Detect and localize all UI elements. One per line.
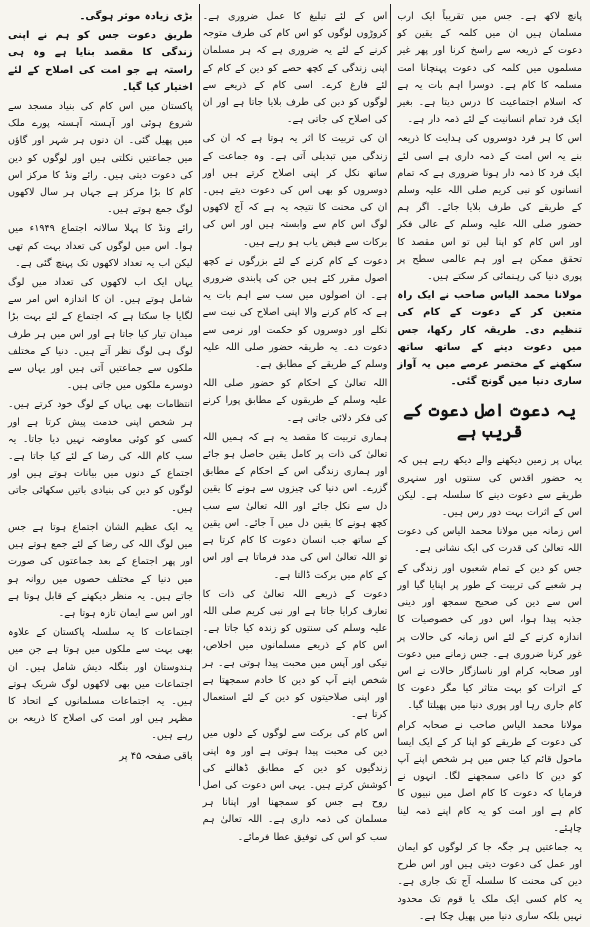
column-divider — [199, 4, 200, 786]
article-paragraph: دعوت کے کام کرنے کے لئے بزرگوں نے کچھ اصول مقرر کئے ہیں جن کی پابندی ضروری ہے۔ ان اصولوں میں سب سے اہم بات یہ ہے کہ کام کرنے والا اپنی اصلاح کی نیت سے نکلے اور دوسروں کو حکمت اور نرمی سے دعوت دے۔ یہ طریقہ حضور صلی اللہ علیہ وسلم کے طریقے کے مطابق ہے۔ — [202, 255, 388, 371]
article-paragraph: جس کو دین کے تمام شعبوں اور زندگی کے ہر شعبے کی تربیت کے طور پر اپنایا گیا اور اس سے دین کی صحیح سمجھ اور دینی جذبہ پیدا ہوا، اس دور کی خصوصیات کا اندازہ کرنے کے لئے اس زمانہ کی حالات پر غور کرنا ضروری ہے۔ جس زمانے میں دعوت اور صحابہ کرام اور ناسازگار حالات نے اس کے اثرات کو بہت متاثر کیا مگر دعوت کا کام جاری رہا اور پوری دنیا میں پھیلتا گیا۔ — [397, 562, 582, 712]
article-paragraph: اللہ تعالیٰ کے احکام کو حضور صلی اللہ علیہ وسلم کے طریقوں کے مطابق پورا کرنے کی فکر دلائی جاتی ہے۔ — [202, 378, 388, 424]
column-right — [397, 6, 582, 927]
article-paragraph: طریق دعوت جس کو ہم نے اپنی زندگی کا مقصد بنایا ہے وہ ہی راستہ ہے جو امت کی اصلاح کے لئے اختیار کیا گیا۔ — [8, 30, 193, 93]
article-paragraph: یہاں ایک اب لاکھوں کی تعداد میں لوگ شامل ہوتے ہیں۔ ان کا اندازہ اس امر سے لگایا جا سکتا ہے کہ اجتماع کے لئے بہت بڑا میدان تیار کیا جاتا ہے اور اس میں ہر طرف لوگ ہی لوگ نظر آتے ہیں۔ دنیا کے مختلف ملکوں سے جماعتیں آتی ہیں اور یہاں سے دوسرے ملکوں میں جاتی ہیں۔ — [8, 277, 193, 392]
article-paragraph: انتظامات بھی یہاں کے لوگ خود کرتے ہیں۔ ہر شخص اپنی خدمت پیش کرتا ہے اور کسی کو کوئی معاوضہ نہیں دیا جاتا۔ یہ سب کام اللہ کی رضا کے لئے کیا جاتا ہے۔ اجتماع کے دنوں میں بیانات ہوتے ہیں اور لوگوں کو دین کی بنیادی باتیں سکھائی جاتی ہیں۔ — [8, 399, 193, 514]
article-paragraph: اس زمانہ میں مولانا محمد الیاس کی دعوت اللہ تعالیٰ کی قدرت کی ایک نشانی ہے۔ — [397, 526, 582, 555]
article-paragraph: اس کے لئے تبلیغ کا عمل ضروری ہے۔ کروڑوں لوگوں کو اس کام کی طرف متوجہ کرنے کے لئے یہ ضروری ہے کہ ہر مسلمان اپنی زندگی کے کچھ حصے کو دین کے کام کے لئے فارغ کرے۔ اسی کام کے ذریعے سے لوگوں کو دین کی طرف بلایا جاتا ہے اور ان کی اصلاح کی جاتی ہے۔ — [202, 11, 388, 126]
article-paragraph: اس کام کی برکت سے لوگوں کے دلوں میں دین کی محبت پیدا ہوتی ہے اور وہ اپنی زندگیوں کو دین کے مطابق ڈھالنے کی کوشش کرتے ہیں۔ یہی اس دعوت کی اصل روح ہے جس کو سمجھنا اور اپنانا ہر مسلمان کی ذمہ داری ہے۔ اللہ تعالیٰ ہم سب کو اس کی توفیق عطا فرمائے۔ — [202, 728, 388, 843]
article-paragraph: رائے ونڈ کا پہلا سالانہ اجتماع ۱۹۴۹ء میں ہوا۔ اس میں لوگوں کی تعداد بہت کم تھی لیکن اب یہ تعداد لاکھوں تک پہنچ گئی ہے۔ — [8, 223, 193, 269]
article-paragraph: پاکستان میں اس کام کی بنیاد مسجد سے شروع ہوئی اور آہستہ آہستہ پورے ملک میں پھیل گئی۔ ان دنوں ہر شہر اور گاؤں میں جماعتیں نکلتی ہیں اور لوگوں کو دین کی دعوت دیتی ہیں۔ رائے ونڈ کا مرکز اس کام کا بڑا مرکز ہے جہاں ہر سال لاکھوں لوگ جمع ہوتے ہیں۔ — [8, 101, 193, 216]
article-paragraph: دعوت کے ذریعے اللہ تعالیٰ کی ذات کا تعارف کرایا جاتا ہے اور نبی کریم صلی اللہ علیہ وسلم کی سنتوں کو زندہ کیا جاتا ہے۔ اس کام کے ذریعے مسلمانوں میں اخلاص، نیکی اور آپس میں محبت پیدا ہوتی ہے۔ ہر شخص اپنے آپ کو دین کا خادم سمجھتا ہے اور اپنی صلاحیتوں کو دین کے لئے استعمال کرتا ہے۔ — [202, 588, 388, 721]
column-divider — [390, 4, 391, 786]
article-paragraph: ان کی تربیت کا اثر یہ ہوتا ہے کہ ان کی زندگی میں تبدیلی آتی ہے۔ وہ جماعت کے ساتھ نکل کر اپنی اصلاح کرتے ہیں اور دوسروں کو بھی اس کی دعوت دیتے ہیں۔ ان کی محنت کا نتیجہ یہ ہے کہ آج لاکھوں لوگ اس کام سے وابستہ ہیں اور اس کی برکات سے فیض یاب ہو رہے ہیں۔ — [202, 133, 388, 248]
article-paragraph: ہماری تربیت کا مقصد یہ ہے کہ ہمیں اللہ تعالیٰ کی ذات پر کامل یقین حاصل ہو جائے اور ہماری زندگی اس کے احکام کے مطابق گزرے۔ اس دنیا کی چیزوں سے ہونے کا یقین دل سے نکل جائے اور اللہ تعالیٰ سے سب کچھ ہونے کا یقین دل میں آ جائے۔ اس یقین کے ساتھ جب انسان دعوت کا کام کرتا ہے تو اللہ تعالیٰ اس کی مدد فرماتا ہے اور اس کے کام میں برکت ڈالتا ہے۔ — [202, 431, 388, 581]
article-paragraph: اس کا ہر فرد دوسروں کی ہدایت کا ذریعہ بنے یہ اس امت کے ذمہ داری ہے اسی لئے ایک فرد کا ذمہ دار ہونا ضروری ہے کہ تمام انسانوں کو نبی کریم صلی اللہ علیہ وسلم کے طریقے کی طرف بلایا جائے۔ اگر ہم حضور صلی اللہ علیہ وسلم کے عالی فکر اور اس کام کو اپنا لیں تو اس مقصد کا تحقق ممکن ہے اور ہم عالمی سطح پر پوری دنیا کی رہنمائی کر سکتے ہیں۔ — [397, 133, 582, 283]
column-middle — [203, 6, 388, 927]
article-paragraph: مولانا محمد الیاس صاحب نے ایک راہ متعین کر کے دعوت کے کام کی تنظیم دی۔ طریقہ کار رکھا، جس میں دعوت دینے کے ساتھ ساتھ سکھنے کے مختصر عرصے میں یہ آواز ساری دنیا میں گونج گئی۔ — [397, 290, 582, 388]
article-paragraph: یہاں پر زمین دیکھنے والے دیکھ رہے ہیں کہ یہ حضور اقدس کی سنتوں اور سنہری طریقے سے دعوت دینے کا سلسلہ ہے۔ لیکن اس کے اثرات بہت دور رس ہیں۔ — [397, 455, 582, 519]
article-paragraph: بڑی زیادہ موثر ہوگی۔ — [79, 11, 193, 22]
column-left — [8, 6, 193, 927]
section-heading: یہ دعوت اصل دعوت کے قریب ہے — [403, 401, 577, 443]
article-paragraph: یہ ایک عظیم الشان اجتماع ہوتا ہے جس میں لوگ اللہ کی رضا کے لئے جمع ہوتے ہیں اور پھر اجتماع کے بعد جماعتوں کی صورت میں دنیا کے مختلف حصوں میں روانہ ہو جاتے ہیں۔ یہ منظر دیکھنے کے قابل ہوتا ہے اور اس سے ایمان تازہ ہوتا ہے۔ — [8, 521, 193, 619]
article-paragraph: مولانا محمد الیاس صاحب نے صحابہ کرام کی دعوت کے طریقے کو اپنا کر کے ایک ایسا ماحول قائم کیا جس میں ہر شخص اپنے آپ کو دین کا داعی سمجھنے لگا۔ انہوں نے فرمایا کہ دعوت کا کام اصل میں نبیوں کا کام ہے اور امت کو یہ کام اپنے ذمہ لینا چاہئے۔ — [397, 719, 582, 834]
article-paragraph: اجتماعات کا یہ سلسلہ پاکستان کے علاوہ بھی بہت سے ملکوں میں ہوتا ہے جن میں ہندوستان اور بنگلہ دیش شامل ہیں۔ ان اجتماعات میں بھی لاکھوں لوگ شریک ہوتے ہیں۔ یہ اجتماعات مسلمانوں کے اتحاد کا مظہر ہیں اور امت کی اصلاح کا ذریعہ بن رہے ہیں۔ — [8, 627, 193, 742]
article-paragraph: یہ جماعتیں ہر جگہ جا کر لوگوں کو ایمان اور عمل کی دعوت دیتی ہیں اور اس طرح دین کی محنت کا سلسلہ آج تک جاری ہے۔ یہ کام کسی ایک ملک یا قوم تک محدود نہیں بلکہ ساری دنیا میں پھیل چکا ہے۔ — [397, 841, 582, 922]
article-paragraph: پانچ لاکھ ہے۔ جس میں تقریباً ایک ارب مسلمان ہیں ان میں کلمہ کے یقین کو دعوت کے ذریعہ سے راسخ کرنا اور پھر غیر مسلموں میں کلمہ کی دعوت پہنچانا امت مسلمہ کا کام ہے۔ دوسرا اہم بات یہ ہے کہ اسلام اجتماعیت کا درس دیتا ہے۔ بغیر ایک فرد تمام انسانیت کے لئے ذمہ دار ہے۔ — [397, 11, 582, 126]
continued-on-page-note: باقی صفحہ ۴۵ پر — [119, 750, 193, 762]
